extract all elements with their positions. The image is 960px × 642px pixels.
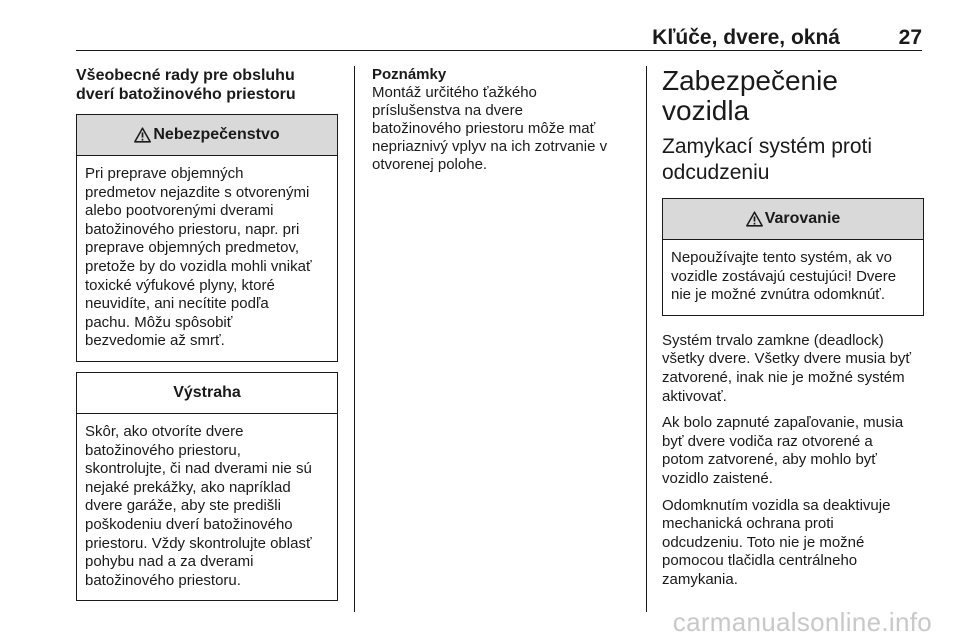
text-line: byť dvere vodiča raz otvorené a [662, 432, 873, 450]
text-line: alebo pootvorenými dverami [85, 202, 274, 220]
text-line: pretože by do vozidla mohli vnikať [85, 257, 312, 275]
text-line: pomocou tlačidla centrálneho [662, 552, 858, 570]
caution-box [76, 372, 338, 601]
caution-header [77, 373, 337, 414]
sub-heading [662, 134, 924, 186]
text-line: nie je možné zvnútra odomknúť. [671, 286, 886, 304]
text-line: toxické výfukové plyny, ktoré [85, 276, 275, 294]
note-text [372, 84, 638, 174]
warning-box [662, 198, 924, 316]
text-line: batožinového priestoru. [85, 571, 241, 589]
caution-text [77, 414, 337, 600]
column-divider-2 [646, 66, 647, 612]
text-line: Ak bolo zapnuté zapaľovanie, musia [662, 414, 904, 432]
caution-title: Výstraha [173, 383, 241, 401]
text-line: zatvorené, inak nie je možné systém [662, 368, 905, 386]
warning-text [663, 240, 923, 315]
text-line: nepriaznivý vplyv na ich zotrvanie v [372, 138, 608, 155]
text-line: vozidlo zaistené. [662, 469, 773, 487]
section-heading-line: Všeobecné rady pre obsluhu [76, 67, 295, 84]
warning-title: Varovanie [764, 210, 841, 227]
text-line: predmetov nejazdite s otvorenými [85, 183, 310, 201]
section-heading-line: dverí batožinového priestoru [76, 86, 296, 103]
header-rule [76, 50, 922, 51]
danger-title: Nebezpečenstvo [153, 126, 280, 143]
warning-header [663, 199, 923, 240]
danger-header [77, 115, 337, 156]
column-divider-1 [354, 66, 355, 612]
text-line: batožinového priestoru môže mať [372, 120, 596, 137]
text-line: príslušenstva na dvere [372, 102, 523, 119]
text-line: nejaké prekážky, ako napríklad [85, 478, 291, 496]
watermark: carmanualsonline.info [672, 607, 932, 637]
chapter-heading: Zabezpečenie vozidla [662, 65, 838, 126]
text-line: batožinového priestoru, [85, 441, 241, 459]
text-line: bezvedomie až smrť. [85, 332, 225, 350]
text-line: Systém trvalo zamkne (deadlock) [662, 331, 884, 349]
column-3 [662, 66, 924, 598]
section-heading [76, 66, 338, 104]
text-line: odcudzeniu. Toto nie je možné [662, 533, 865, 551]
paragraph [662, 497, 924, 590]
paragraph [662, 414, 924, 488]
text-line: priestoru. Vždy skontrolujte oblasť [85, 534, 312, 552]
text-line: aktivovať. [662, 387, 727, 405]
text-line: neuvidíte, ani necítite podľa [85, 295, 269, 313]
warning-triangle-icon [134, 127, 151, 143]
text-line: pohybu nad a za dverami [85, 553, 254, 571]
header-title: Kľúče, dvere, okná [652, 26, 840, 49]
text-line: skontrolujte, či nad dverami nie sú [85, 460, 312, 478]
sub-heading-line: Zamykací systém proti [662, 135, 873, 158]
text-line: Odomknutím vozidla sa deaktivuje [662, 496, 891, 514]
text-line: dvere garáže, aby ste predišli [85, 497, 281, 515]
sub-heading-line: odcudzeniu [662, 161, 770, 184]
text-line: pachu. Môžu spôsobiť [85, 313, 233, 331]
column-2 [372, 66, 638, 174]
column-1 [76, 66, 338, 611]
danger-text [77, 156, 337, 361]
note-title: Poznámky [372, 66, 447, 83]
paragraph [662, 332, 924, 406]
text-line: poškodeniu dverí batožinového [85, 515, 293, 533]
text-line: preprave objemných predmetov, [85, 239, 299, 257]
text-line: vozidle zostávajú cestujúci! Dvere [671, 267, 897, 285]
text-line: potom zatvorené, aby mohlo byť [662, 451, 877, 469]
danger-box [76, 114, 338, 362]
text-line: batožinového priestoru, napr. pri [85, 220, 300, 238]
text-line: Nepoužívajte tento systém, ak vo [671, 249, 892, 266]
text-line: zamykania. [662, 570, 738, 588]
text-line: všetky dvere. Všetky dvere musia byť [662, 350, 912, 368]
text-line: Skôr, ako otvoríte dvere [85, 422, 244, 440]
text-line: Montáž určitého ťažkého [372, 84, 537, 101]
warning-triangle-icon [746, 211, 763, 227]
page-number: 27 [898, 26, 922, 49]
text-line: mechanická ochrana proti [662, 515, 834, 533]
text-line: otvorenej polohe. [372, 156, 488, 173]
text-line: Pri preprave objemných [85, 165, 244, 182]
